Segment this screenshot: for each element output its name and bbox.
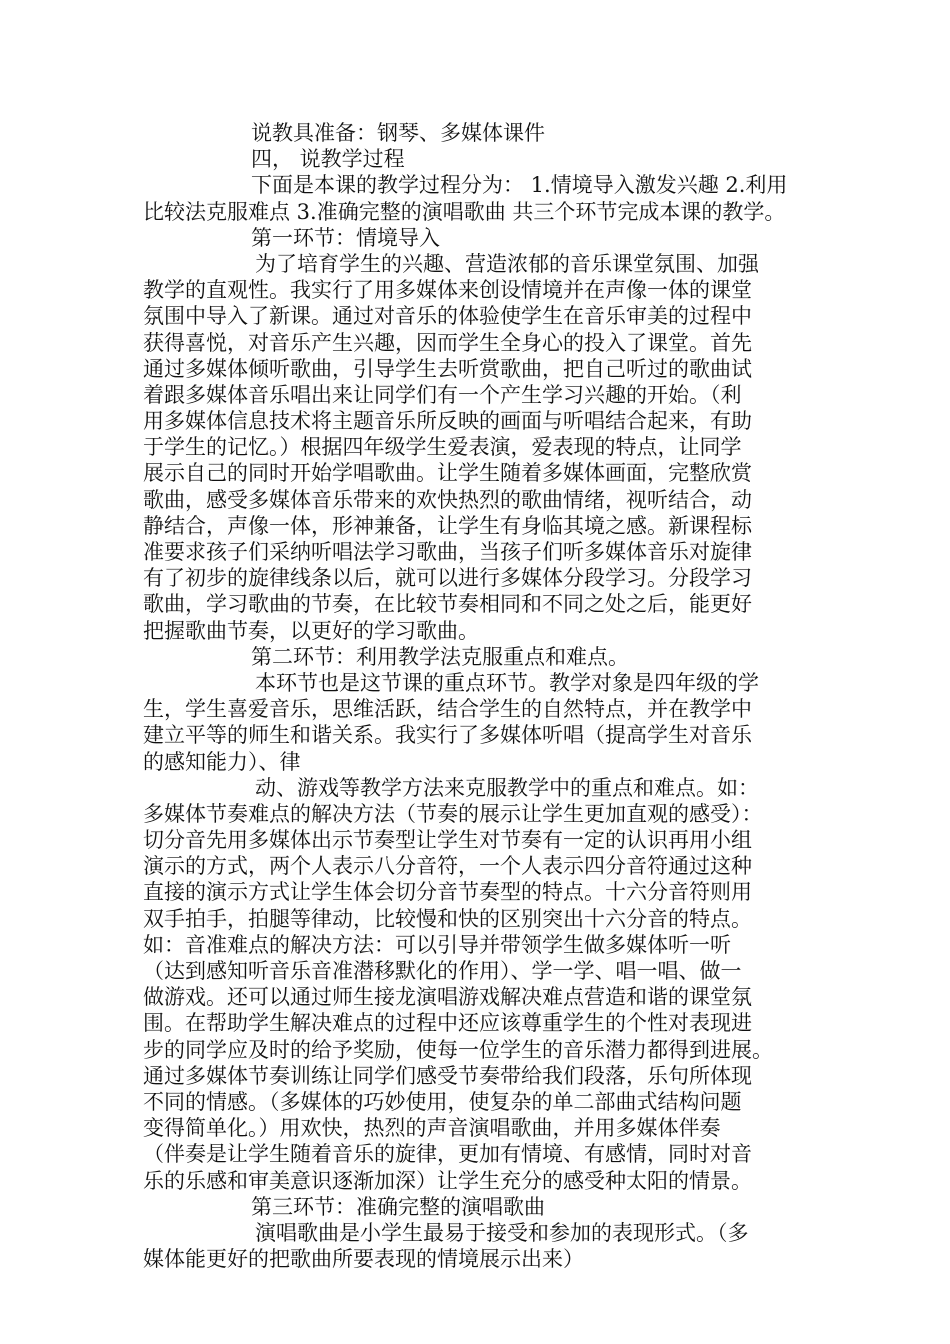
- text-line: 本环节也是这节课的重点环节。教学对象是四年级的学: [255, 670, 759, 695]
- text-line: 动、游戏等教学方法来克服教学中的重点和难点。如：: [255, 775, 759, 800]
- text-line: 演唱歌曲是小学生最易于接受和参加的表现形式。（多: [255, 1220, 749, 1245]
- text-line: 不同的情感。（多媒体的巧妙使用，使复杂的单二部曲式结构问题: [143, 1089, 742, 1114]
- text-line: （伴奏是让学生随着音乐的旋律，更加有情境、有感情，同时对音: [143, 1142, 752, 1167]
- text-line: 着跟多媒体音乐唱出来让同学们有一个产生学习兴趣的开始。（利: [143, 382, 742, 407]
- section-heading: 第三环节：准确完整的演唱歌曲: [251, 1194, 545, 1219]
- section-heading: 第二环节：利用教学法克服重点和难点。: [251, 644, 629, 669]
- text-line: （达到感知听音乐音准潜移默化的作用）、学一学、唱一唱、做一: [143, 959, 742, 983]
- text-line: 为了培育学生的兴趣、营造浓郁的音乐课堂氛围、加强: [255, 251, 759, 276]
- text-line: 步的同学应及时的给予奖励，使每一位学生的音乐潜力都得到进展。: [143, 1037, 773, 1062]
- text-line: 获得喜悦，对音乐产生兴趣，因而学生全身心的投入了课堂。首先: [143, 330, 752, 355]
- text-line: 双手拍手，拍腿等律动，比较慢和快的区别突出十六分音的特点。: [143, 906, 752, 931]
- text-line: 静结合，声像一体，形神兼备，让学生有身临其境之感。新课程标: [143, 513, 752, 538]
- text-line: 多媒体节奏难点的解决方法（节奏的展示让学生更加直观的感受）：: [143, 801, 763, 826]
- text-line: 通过多媒体节奏训练让同学们感受节奏带给我们段落，乐句所体现: [143, 1063, 752, 1088]
- text-line: 变得简单化。）用欢快，热烈的声音演唱歌曲，并用多媒体伴奏: [143, 1116, 721, 1141]
- text-line: 有了初步的旋律线条以后，就可以进行多媒体分段学习。分段学习: [143, 566, 752, 591]
- text-line: 生，学生喜爱音乐，思维活跃，结合学生的自然特点，并在教学中: [143, 697, 752, 722]
- text-line: 教学的直观性。我实行了用多媒体来创设情境并在声像一体的课堂: [143, 278, 752, 303]
- text-line: 直接的演示方式让学生体会切分音节奏型的特点。十六分音符则用: [143, 880, 752, 905]
- text-line: 于学生的记忆。）根据四年级学生爱表演，爱表现的特点，让同学: [143, 435, 742, 460]
- document-body: [143, 120, 808, 1272]
- text-line: 展示自己的同时开始学唱歌曲。让学生随着多媒体画面，完整欣赏: [143, 461, 752, 486]
- text-line: 下面是本课的教学过程分为： 1.情境导入激发兴趣 2.利用: [251, 173, 788, 198]
- text-line: 如：音准难点的解决方法：可以引导并带领学生做多媒体听一听: [143, 932, 731, 957]
- text-line: 准要求孩子们采纳听唱法学习歌曲，当孩子们听多媒体音乐对旋律: [143, 540, 752, 564]
- text-line: 乐的乐感和审美意识逐渐加深）让学生充分的感受种太阳的情景。: [143, 1168, 752, 1193]
- text-line: 的感知能力）、律: [143, 749, 301, 774]
- text-line: 媒体能更好的把歌曲所要表现的情境展示出来）: [143, 1247, 584, 1272]
- text-line: 建立平等的师生和谐关系。我实行了多媒体听唱（提高学生对音乐: [143, 723, 752, 748]
- text-line: 演示的方式，两个人表示八分音符，一个人表示四分音符通过这种: [143, 854, 752, 879]
- text-line: 氛围中导入了新课。通过对音乐的体验使学生在音乐审美的过程中: [143, 304, 752, 329]
- text-line: 歌曲，感受多媒体音乐带来的欢快热烈的歌曲情绪，视听结合，动: [143, 487, 752, 512]
- text-line: 歌曲，学习歌曲的节奏，在比较节奏相同和不同之处之后，能更好: [143, 592, 752, 617]
- text-line: 用多媒体信息技术将主题音乐所反映的画面与听唱结合起来，有助: [143, 409, 752, 434]
- section-heading: 第一环节：情境导入: [251, 225, 440, 250]
- text-line: 切分音先用多媒体出示节奏型让学生对节奏有一定的认识再用小组: [143, 828, 752, 853]
- section-heading: 四， 说教学过程: [251, 147, 405, 172]
- text-line: 把握歌曲节奏，以更好的学习歌曲。: [143, 618, 479, 643]
- text-line: 比较法克服难点 3.准确完整的演唱歌曲 共三个环节完成本课的教学。: [143, 199, 786, 224]
- text-line: 围。在帮助学生解决难点的过程中还应该尊重学生的个性对表现进: [143, 1011, 752, 1036]
- text-line: 做游戏。还可以通过师生接龙演唱游戏解决难点营造和谐的课堂氛: [143, 985, 752, 1010]
- text-line: 通过多媒体倾听歌曲，引导学生去听赏歌曲，把自己听过的歌曲试: [143, 356, 752, 381]
- text-line: 说教具准备：钢琴、多媒体课件: [251, 121, 545, 145]
